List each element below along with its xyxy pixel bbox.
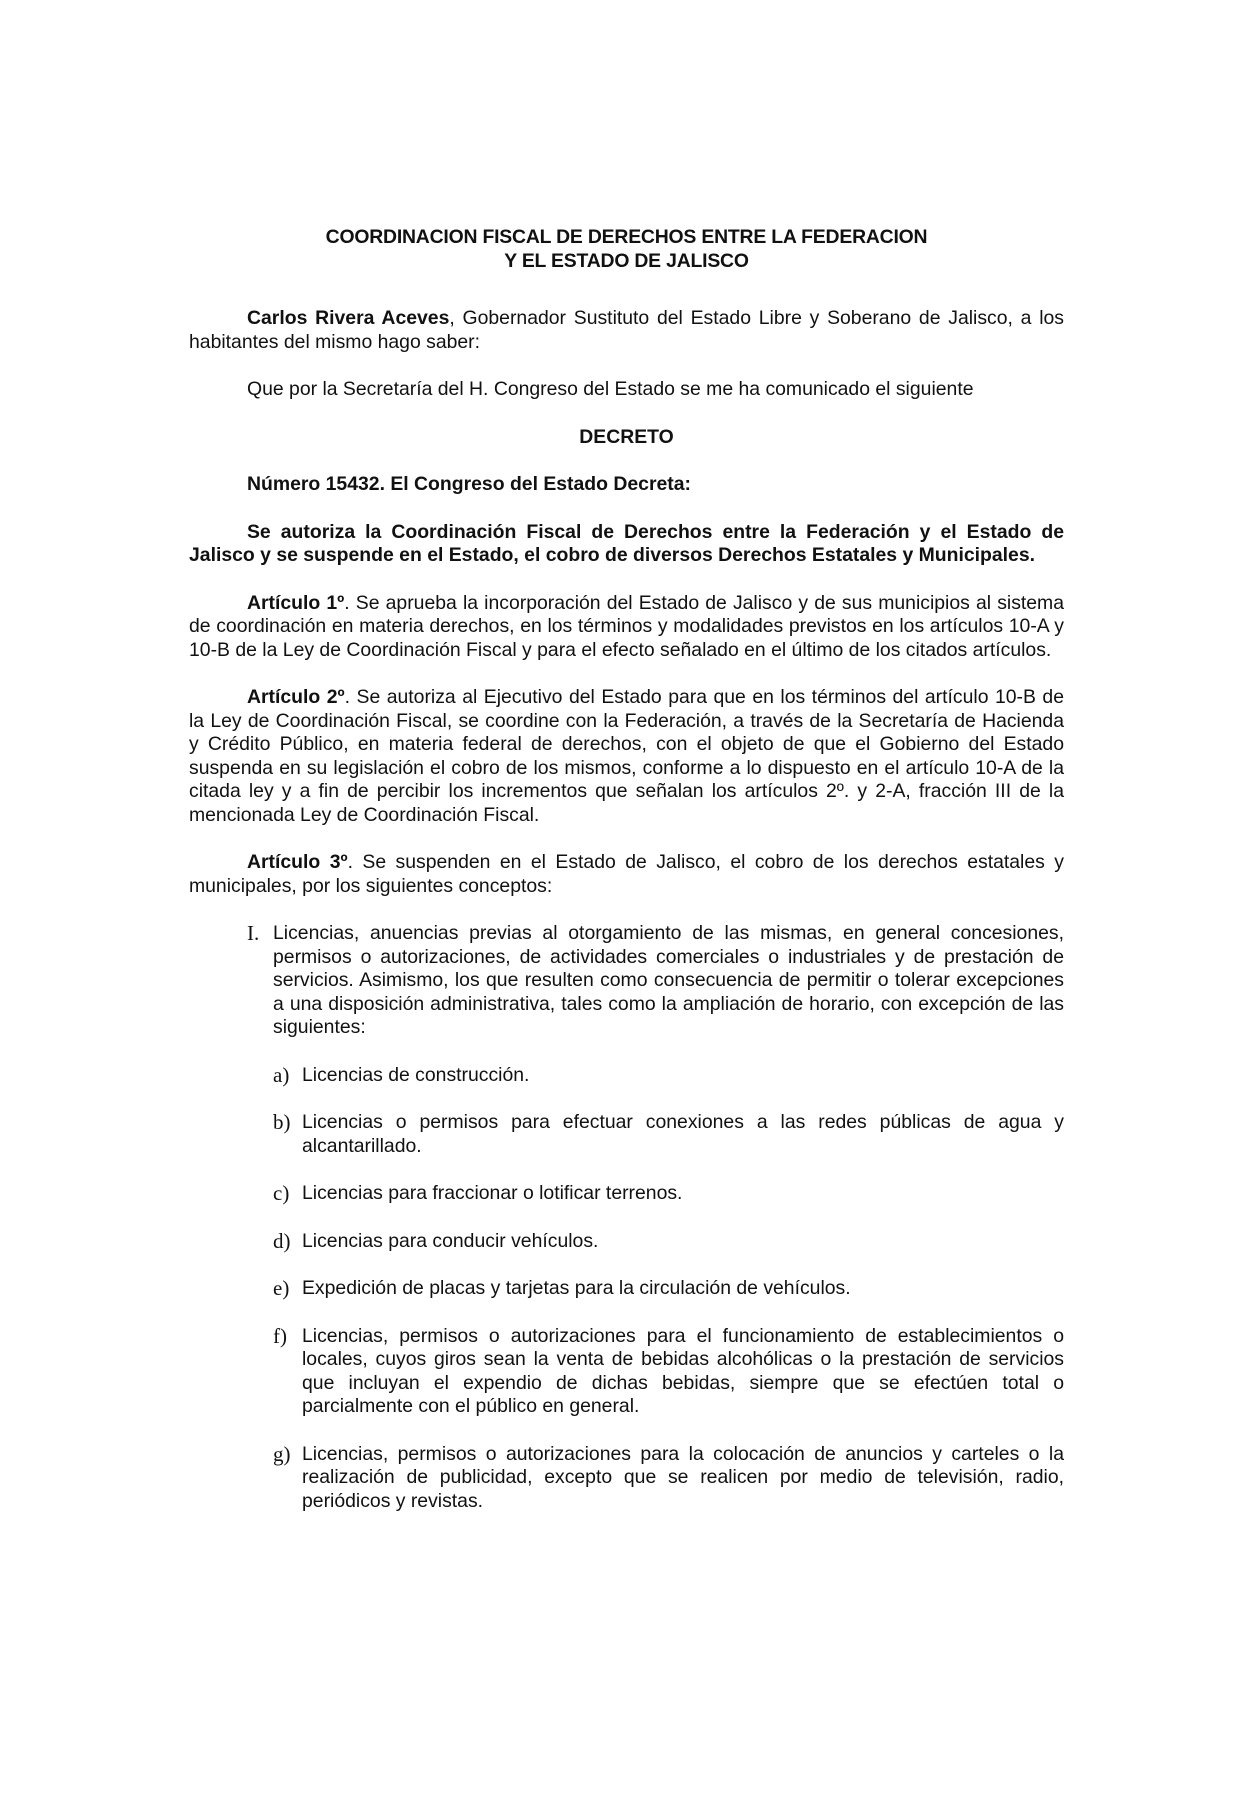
list-item-text: Licencias o permisos para efectuar conexiones a las redes públicas de agua y alcantarillado. — [302, 1111, 1064, 1157]
article-2 — [189, 686, 1064, 827]
article-1-text: . Se aprueba la incorporación del Estado de Jalisco y de sus municipios al sistema de coordinación en materia derechos, en los términos y modalidades previstos en los artículos 10-A y 10-B de la Ley de Coordinación Fiscal y para el efecto señalado en el último de los citados artículos. — [189, 591, 1064, 661]
document-title — [189, 226, 1064, 273]
list-item-text: Licencias para fraccionar o lotificar terrenos. — [302, 1182, 683, 1204]
list-item-marker: e) — [273, 1276, 290, 1300]
list-item — [273, 1111, 1064, 1158]
list-item-marker: d) — [273, 1228, 291, 1253]
decree-heading: DECRETO — [579, 425, 674, 448]
governor-name: Carlos Rivera Aceves — [247, 307, 450, 329]
article-3 — [189, 851, 1064, 898]
fraction-marker: I. — [247, 921, 260, 945]
article-1-label: Artículo 1º — [247, 591, 345, 614]
list-item-text: Licencias, permisos o autorizaciones para la colocación de anuncios y carteles o la realización de publicidad, excepto que se realicen por medio de televisión, radio, periódicos y revistas. — [302, 1442, 1064, 1512]
list-item-text: Licencias, permisos o autorizaciones para el funcionamiento de establecimientos o locales, cuyos giros sean la venta de bebidas alcohólicas o la prestación de servicios que incluyan el expendio de dichas bebidas, siempre que se efectúen total o parcialmente con el público en general. — [302, 1324, 1064, 1417]
list-item-text: Expedición de placas y tarjetas para la circulación de vehículos. — [302, 1277, 851, 1299]
list-item — [273, 1325, 1064, 1419]
fraction-list — [247, 922, 1064, 1513]
list-item-marker: a) — [273, 1062, 290, 1087]
article-1 — [189, 592, 1064, 663]
list-item-marker: b) — [273, 1110, 291, 1134]
list-item-marker: c) — [273, 1181, 290, 1205]
list-item — [273, 1230, 1064, 1254]
intro-paragraph — [189, 307, 1064, 354]
article-3-label: Artículo 3º — [247, 851, 348, 873]
communication-paragraph: Que por la Secretaría del H. Congreso del Estado se me ha comunicado el siguiente — [247, 378, 974, 400]
list-item — [273, 1064, 1064, 1088]
title-line-2: Y EL ESTADO DE JALISCO — [504, 249, 749, 272]
article-2-label: Artículo 2º — [247, 686, 345, 708]
list-item-marker: g) — [273, 1441, 291, 1466]
title-line-1: COORDINACION FISCAL DE DERECHOS ENTRE LA FEDERACION — [325, 226, 928, 248]
list-item-marker: f) — [273, 1323, 287, 1348]
subitem-list — [273, 1040, 1064, 1514]
article-3-text: . Se suspenden en el Estado de Jalisco, el cobro de los derechos estatales y municipales, por los siguientes conceptos: — [189, 851, 1064, 897]
decree-summary: Se autoriza la Coordinación Fiscal de Derechos entre la Federación y el Estado de Jalisco y se suspende en el Estado, el cobro de diversos Derechos Estatales y Municipales. — [189, 520, 1064, 566]
list-item-text: Licencias para conducir vehículos. — [302, 1229, 599, 1252]
list-item — [273, 1182, 1064, 1206]
intro-text: , Gobernador Sustituto del Estado Libre y Soberano de Jalisco, a los habitantes del mismo hago saber: — [189, 307, 1064, 353]
list-item — [273, 1443, 1064, 1514]
fraction-i — [247, 922, 1064, 1040]
article-2-text: . Se autoriza al Ejecutivo del Estado para que en los términos del artículo 10-B de la Ley de Coordinación Fiscal, se coordine con la Federación, a través de la Secretaría de Hacienda y Crédito Público, en materia federal de derechos, con el objeto de que el Gobierno del Estado suspenda en su legislación el cobro de los mismos, conforme a lo dispuesto en el artículo 10-A de la citada ley y a fin de percibir los incrementos que señalan los artículos 2º. y 2-A, fracción III de la mencionada Ley de Coordinación Fiscal. — [189, 686, 1064, 826]
fraction-text: Licencias, anuencias previas al otorgamiento de las mismas, en general concesiones, permisos o autorizaciones, de actividades comerciales o industriales y de prestación de servicios. Asimismo, los que resulten como consecuencia de permitir o tolerar excepciones a una disposición administrativa, tales como la ampliación de horario, con excepción de las siguientes: — [273, 922, 1064, 1038]
list-item-text: Licencias de construcción. — [302, 1063, 530, 1086]
list-item — [273, 1277, 1064, 1301]
decree-number: Número 15432. El Congreso del Estado Decreta: — [247, 473, 691, 495]
